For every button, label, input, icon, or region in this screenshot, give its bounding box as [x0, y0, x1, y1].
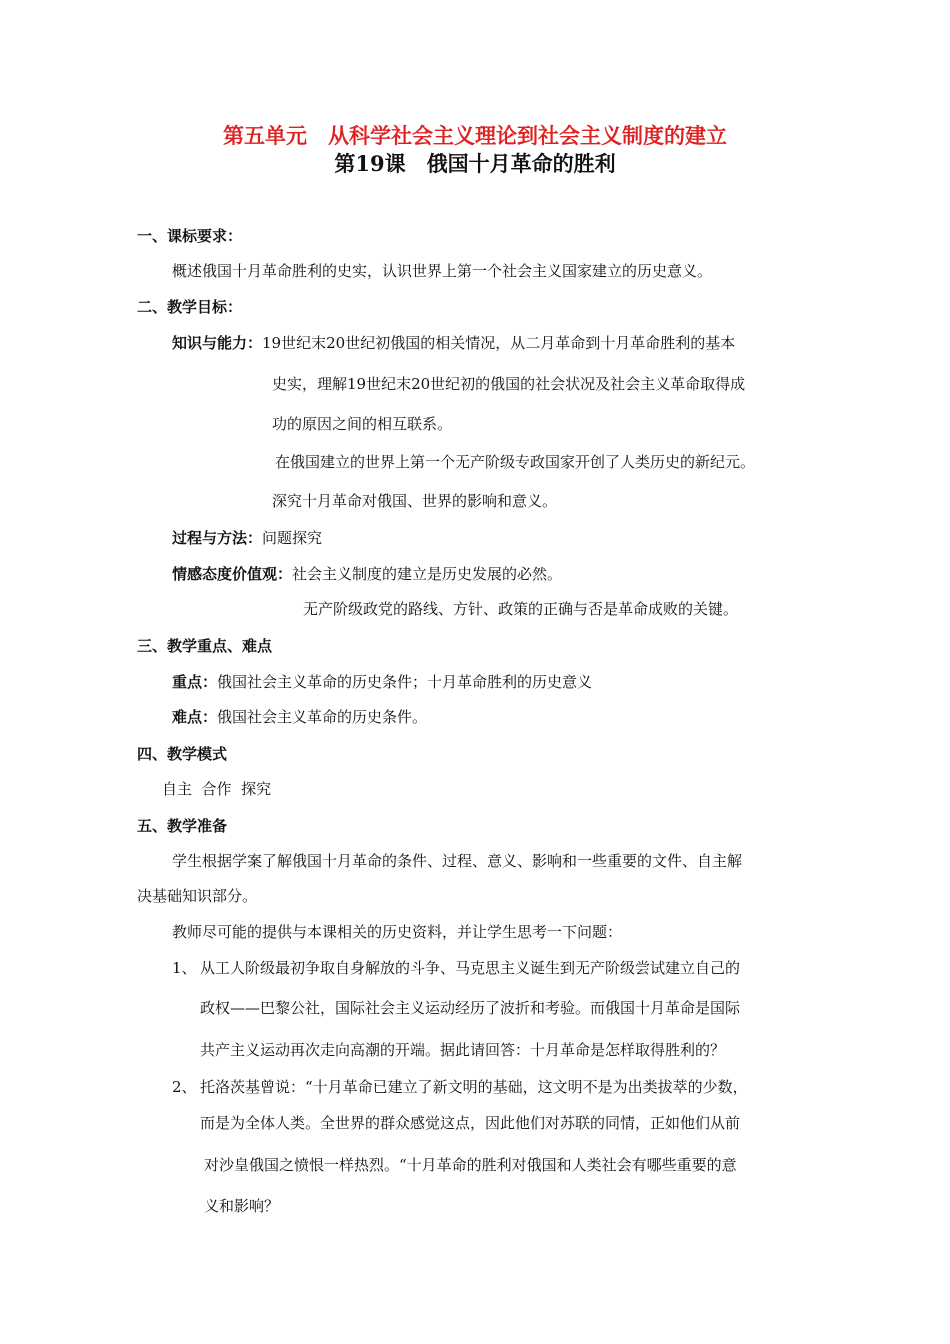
- knowledge-line-4: 在俄国建立的世界上第一个无产阶级专政国家开创了人类历史的新纪元。: [275, 453, 756, 471]
- section-heading-key-points: 三、教学重点、难点: [137, 637, 273, 655]
- key-point-text: 俄国社会主义革命的历史条件；十月革命胜利的历史意义: [217, 673, 593, 691]
- knowledge-line-1: [172, 333, 735, 353]
- emotion-label: 情感态度价值观：: [172, 565, 293, 583]
- process-label: 过程与方法：: [172, 529, 263, 547]
- question-2-line3: 对沙皇俄国之愤恨一样热烈。“十月革命的胜利对俄国和人类社会有哪些重要的意: [204, 1156, 737, 1174]
- section-heading-standards: 一、课标要求：: [137, 227, 243, 245]
- knowledge-line-5: 深究十月革命对俄国、世界的影响和意义。: [272, 492, 558, 510]
- process-line: [172, 528, 322, 548]
- teaching-mode-text: 自主 合作 探究: [162, 780, 272, 798]
- section-heading-mode: 四、教学模式: [137, 745, 228, 763]
- question-2-line4: 义和影响？: [204, 1197, 280, 1215]
- question-1-line3: 共产主义运动再次走向高潮的开端。据此请回答：十月革命是怎样取得胜利的？: [200, 1041, 726, 1059]
- prep-para2: 教师尽可能的提供与本课相关的历史资料，并让学生思考一下问题：: [172, 923, 623, 941]
- difficulty-text: 俄国社会主义革命的历史条件。: [217, 708, 428, 726]
- process-text: 问题探究: [262, 529, 323, 547]
- question-2-line2: 而是为全体人类。全世界的群众感觉这点，因此他们对苏联的同情，正如他们从前: [200, 1114, 741, 1132]
- section-heading-preparation: 五、教学准备: [137, 817, 228, 835]
- difficulty-label: 难点：: [172, 708, 218, 726]
- prep-para1-line1: 学生根据学案了解俄国十月革命的条件、过程、意义、影响和一些重要的文件、自主解: [172, 852, 743, 870]
- emotion-text-1: 社会主义制度的建立是历史发展的必然。: [292, 565, 563, 583]
- section-heading-objectives: 二、教学目标：: [137, 298, 243, 316]
- knowledge-line-2: 史实，理解19世纪末20世纪初的俄国的社会状况及社会主义革命取得成: [272, 375, 746, 393]
- emotion-line-2: 无产阶级政党的路线、方针、政策的正确与否是革命成败的关键。: [303, 600, 739, 618]
- question-1-line2: 政权——巴黎公社，国际社会主义运动经历了波折和考验。而俄国十月革命是国际: [200, 999, 741, 1017]
- knowledge-label: 知识与能力：: [172, 334, 263, 352]
- question-1-number: 1、: [172, 959, 197, 977]
- knowledge-text-1: 19世纪末20世纪初俄国的相关情况，从二月革命到十月革命胜利的基本: [262, 334, 736, 352]
- standards-text: 概述俄国十月革命胜利的史实，认识世界上第一个社会主义国家建立的历史意义。: [172, 262, 713, 280]
- key-point-label: 重点：: [172, 673, 218, 691]
- question-2-number: 2、: [172, 1078, 197, 1096]
- question-2-line1: 托洛茨基曾说：“十月革命已建立了新文明的基础，这文明不是为出类拔萃的少数，: [200, 1078, 748, 1096]
- prep-para1-line2: 决基础知识部分。: [137, 887, 258, 905]
- key-point-line: [172, 672, 592, 692]
- unit-title: 第五单元 从科学社会主义理论到社会主义制度的建立: [223, 123, 727, 148]
- emotion-line-1: [172, 564, 562, 584]
- question-1-line1: 从工人阶级最初争取自身解放的斗争、马克思主义诞生到无产阶级尝试建立自己的: [200, 959, 741, 977]
- difficulty-line: [172, 707, 427, 727]
- lesson-title: 第19课 俄国十月革命的胜利: [334, 151, 616, 176]
- knowledge-line-3: 功的原因之间的相互联系。: [272, 415, 453, 433]
